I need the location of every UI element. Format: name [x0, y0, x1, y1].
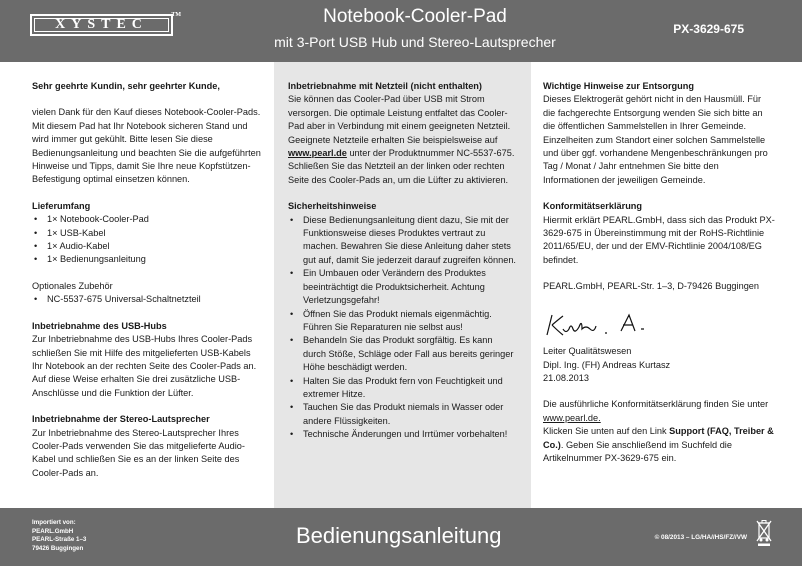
- brand-name: XYSTEC: [55, 17, 148, 32]
- power-text: [288, 93, 518, 160]
- disposal-text: Dieses Elektrogerät gehört nicht in den Hausmüll. Für die fachgerechte Entsorgung wenden Sie sich bitte an die öffentlichen Sammelstellen in Ihrer Gemeinde. Einzelheiten zum Standort einer solchen Sammelstelle und über ggf. vorhandene Mengenbeschränkungen pro Tag / Monat / Jahr entnehmen Sie bitte den Informationen der jeweiligen Gemeinde.: [543, 94, 768, 185]
- footer: [0, 508, 802, 566]
- list-item: • 1× Notebook-Cooler-Pad: [32, 213, 262, 226]
- importer-line: 79426 Buggingen: [32, 544, 84, 552]
- copyright: © 08/2013 – LG/HA//HS/FZ//VW: [654, 534, 747, 541]
- importer-info: [32, 519, 86, 553]
- intro-text: vielen Dank für den Kauf dieses Notebook-Cooler-Pads. Mit diesem Pad hat Ihr Notebook sicheren Stand und wird immer gut gekühlt. Bitte lesen Sie diese Bedienungsanleitung und beachten Sie die aufgeführten Hinweise und Tipps, damit Sie Ihre neue Kopfstützen-Befestigung optimal einsetzen können.: [32, 107, 261, 185]
- list-item: • Tauchen Sie das Produkt niemals in Wasser oder andere Flüssigkeiten.: [288, 401, 518, 428]
- trademark: TM: [171, 12, 181, 18]
- optional-list: [32, 293, 262, 306]
- scope-heading: Lieferumfang: [32, 200, 91, 211]
- list-item: • 1× Bedienungsanleitung: [32, 253, 262, 266]
- support-text-part: . Geben Sie anschließend im Suchfeld die Artikelnummer PX-3629-675 ein.: [543, 439, 732, 463]
- safety-heading: Sicherheitshinweise: [288, 201, 377, 212]
- list-item: • Behandeln Sie das Produkt sorgfältig. Es kann durch Stöße, Schläge oder Fall aus bereits geringer Höhe beschädigt werden.: [288, 334, 518, 374]
- list-item: • 1× USB-Kabel: [32, 227, 262, 240]
- list-item: • NC-5537-675 Universal-Schaltnetzteil: [32, 293, 262, 306]
- pearl-link-2[interactable]: www.pearl.de.: [543, 412, 601, 423]
- signer-role: Leiter Qualitätswesen: [543, 346, 632, 357]
- power-heading: Inbetriebnahme mit Netzteil (nicht enthalten): [288, 81, 482, 91]
- list-item: • Öffnen Sie das Produkt niemals eigenmächtig. Führen Sie Reparaturen nie selbst aus!: [288, 308, 518, 335]
- signer-name: Dipl. Ing. (FH) Andreas Kurtasz: [543, 359, 671, 370]
- header: [0, 0, 802, 62]
- list-item: • Ein Umbauen oder Verändern des Produktes beeinträchtigt die Produktsicherheit. Achtung Verletzungsgefahr!: [288, 267, 518, 307]
- scope-list: [32, 213, 262, 267]
- pearl-link[interactable]: www.pearl.de: [288, 148, 347, 159]
- usb-text: Zur Inbetriebnahme des USB-Hubs Ihres Cooler-Pads schließen Sie mit Hilfe des mitgelieferten USB-Kabels Ihr Notebook an der rechten Seite des Cooler-Pads an. Auf diese Weise erhalten Sie drei zusätzliche USB-Anschlüsse und die Funktion der Lüfter.: [32, 334, 257, 398]
- power-text-part: Sie können das Cooler-Pad über USB mit Strom versorgen. Die optimale Leistung entfaltet das Cooler-Pad aber in Verbindung mit einem geeigneten Netzteil. Geeignete Netzteile erhalten Sie beispielsweise auf: [288, 94, 511, 145]
- stereo-heading: Inbetriebnahme der Stereo-Lautsprecher: [32, 414, 210, 425]
- usb-heading: Inbetriebnahme des USB-Hubs: [32, 320, 167, 331]
- sign-date: 21.08.2013: [543, 372, 589, 383]
- manual-title: Bedienungsanleitung: [296, 523, 502, 548]
- company-address: PEARL.GmbH, PEARL-Str. 1–3, D-79426 Buggingen: [543, 281, 760, 292]
- list-item: • Halten Sie das Produkt fern von Feuchtigkeit und extremer Hitze.: [288, 375, 518, 402]
- power-text-part: unter der Produktnummer NC-5537-675.: [346, 148, 515, 159]
- signature-image: [543, 311, 663, 339]
- full-text-part: Die ausführliche Konformitätserklärung finden Sie unter: [543, 399, 769, 410]
- list-item: • Diese Bedienungsanleitung dient dazu, Sie mit der Funktionsweise dieses Produktes vertraut zu machen. Bewahren Sie diese Anleitung daher stets gut auf, damit Sie jederzeit darauf zugreifen können.: [288, 214, 518, 268]
- importer-line: PEARL-Straße 1–3: [32, 536, 87, 544]
- support-link-label: Support (FAQ, Treiber & Co.): [543, 426, 774, 450]
- safety-list: [288, 214, 518, 442]
- product-subtitle: mit 3-Port USB Hub und Stereo-Lautsprecher: [274, 34, 556, 50]
- full-declaration-text: [543, 398, 775, 425]
- column-middle: [288, 80, 518, 442]
- importer-line: PEARL.GmbH: [32, 527, 74, 535]
- list-item: • Technische Änderungen und Irrtümer vorbehalten!: [288, 428, 518, 441]
- greeting: Sehr geehrte Kundin, sehr geehrter Kunde,: [32, 81, 220, 91]
- conformity-heading: Konformitätserklärung: [543, 201, 643, 212]
- brand-logo: [30, 12, 181, 36]
- support-text: [543, 425, 775, 465]
- optional-heading: Optionales Zubehör: [32, 280, 113, 291]
- model-number: PX-3629-675: [673, 22, 744, 36]
- product-title: Notebook-Cooler-Pad: [323, 6, 507, 27]
- disposal-heading: Wichtige Hinweise zur Entsorgung: [543, 81, 695, 91]
- importer-line: Importiert von:: [32, 519, 76, 526]
- column-left: [32, 80, 262, 480]
- stereo-text: Zur Inbetriebnahme des Stereo-Lautsprecher Ihres Cooler-Pads verwenden Sie das mitgelieferte Audio-Kabel und schließen Sie es an der linken Seite des Cooler-Pads an.: [32, 427, 245, 478]
- conformity-text: Hiermit erklärt PEARL.GmbH, dass sich das Produkt PX-3629-675 in Übereinstimmung mit der RoHS-Richtlinie 2011/65/EU, der und der EMV-Richtlinie 2004/108/EG befindet.: [543, 214, 775, 265]
- list-item: • 1× Audio-Kabel: [32, 240, 262, 253]
- support-text-part: Klicken Sie unten auf den Link: [543, 426, 670, 437]
- power-text-2: Schließen Sie das Netzteil an der linken oder rechten Seite des Cooler-Pads an, um die Lüfter zu aktivieren.: [288, 161, 509, 185]
- weee-bin-icon: [756, 519, 772, 547]
- column-right: [543, 80, 775, 465]
